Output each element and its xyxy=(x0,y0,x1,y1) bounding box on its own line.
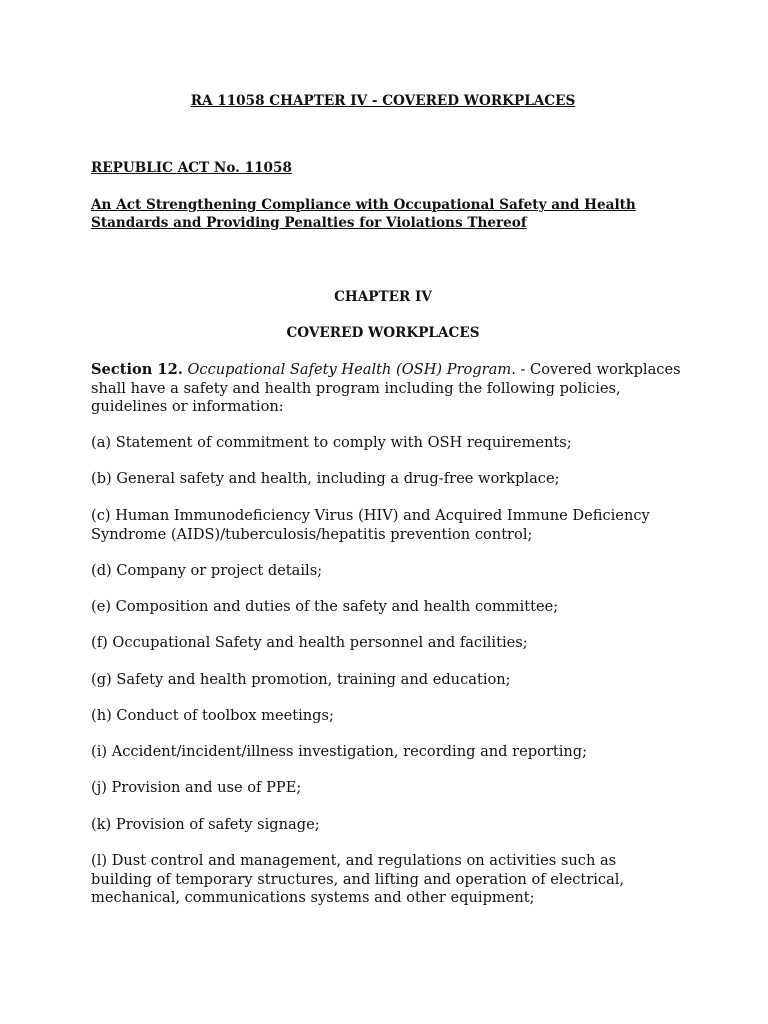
act-number: REPUBLIC ACT No. 11058 xyxy=(91,160,292,176)
list-item: (f) Occupational Safety and health personnel and facilities; xyxy=(91,634,528,651)
list-item: (h) Conduct of toolbox meetings; xyxy=(91,707,334,724)
list-item: (j) Provision and use of PPE; xyxy=(91,779,302,796)
list-item: (e) Composition and duties of the safety and health committee; xyxy=(91,598,559,615)
section-paragraph xyxy=(91,361,681,417)
list-item: (g) Safety and health promotion, training and education; xyxy=(91,671,511,688)
list-item: (k) Provision of safety signage; xyxy=(91,816,320,833)
list-item: (i) Accident/incident/illness investigation, recording and reporting; xyxy=(91,743,588,760)
list-item: (a) Statement of commitment to comply with OSH requirements; xyxy=(91,434,572,451)
chapter-number: CHAPTER IV xyxy=(334,289,432,305)
chapter-title: COVERED WORKPLACES xyxy=(286,325,480,341)
section-label: Section 12. xyxy=(91,361,183,378)
section-intro-text: - Covered workplaces shall have a safety and health program including the following policies, guidelines or information: xyxy=(91,361,681,415)
list-item: (b) General safety and health, including a drug-free workplace; xyxy=(91,470,560,487)
list-item: (d) Company or project details; xyxy=(91,562,323,579)
section-heading: Occupational Safety Health (OSH) Program. xyxy=(187,361,516,378)
act-subtitle: An Act Strengthening Compliance with Occupational Safety and Health Standards and Providing Penalties for Violations Thereof xyxy=(91,197,636,231)
document-title: RA 11058 CHAPTER IV - COVERED WORKPLACES xyxy=(190,93,576,109)
list-item: (l) Dust control and management, and regulations on activities such as building of temporary structures, and lifting and operation of electrical, mechanical, communications systems and other equipment; xyxy=(91,852,625,906)
list-item: (c) Human Immunodeficiency Virus (HIV) and Acquired Immune Deficiency Syndrome (AIDS)/tuberculosis/hepatitis prevention control; xyxy=(91,507,650,543)
